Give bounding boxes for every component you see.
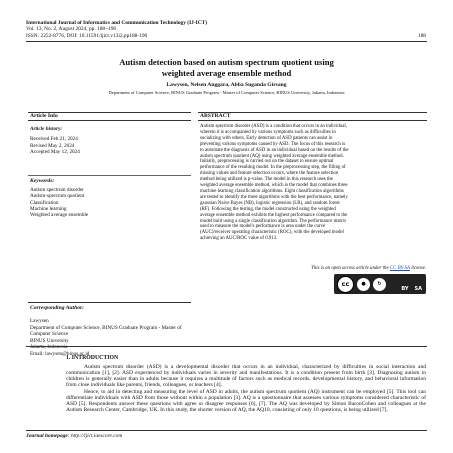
article-history bbox=[28, 121, 191, 155]
share-alike-icon: ↻ bbox=[373, 278, 386, 291]
footer-label: Journal homepage bbox=[26, 433, 68, 439]
abstract-text bbox=[198, 121, 427, 242]
author-university: BINUS University bbox=[30, 337, 69, 344]
author-location: Jakarta, Indonesia bbox=[30, 344, 68, 350]
footer-url[interactable]: : http://ijict.iaescore.com bbox=[67, 433, 123, 439]
keyword: Weighted average ensemble bbox=[30, 212, 89, 219]
affiliation: Department of Computer Science, BINUS Graduate Program - Master of Computer Science, BINUS University, Jakarta, Indonesia bbox=[108, 90, 345, 95]
abstract-line: preventing various symptoms caused by ASD. The focus of this research is bbox=[200, 141, 346, 147]
abstract-line: used to measure the model's performance is area under the curve bbox=[200, 224, 326, 230]
abstract-line: (RF). Following the testing, the model constructed using the weighted bbox=[200, 206, 336, 212]
header-rule bbox=[26, 41, 427, 42]
keyword: Autism spectrum disorder bbox=[30, 187, 84, 194]
open-access-notice bbox=[198, 266, 426, 271]
article-info-panel bbox=[28, 112, 191, 219]
introduction-body bbox=[66, 364, 426, 413]
journal-footer bbox=[26, 433, 427, 439]
cc-by-sa-badge[interactable] bbox=[334, 274, 426, 294]
author-list: Lawysen, Nelsen Anggara, Abba Suganda Girsang bbox=[166, 82, 287, 88]
abstract-line: autism spectrum quotient (AQ) using weighted average ensemble method. bbox=[200, 153, 344, 159]
abstract-line: Autism spectrum disorder (ASD) is a condition that occurs in an individual, bbox=[200, 124, 347, 129]
journal-name: International Journal of Informatics and Communication Technology (IJ-ICT) bbox=[26, 20, 208, 26]
license-link[interactable]: CC BY-SA bbox=[389, 266, 410, 271]
badge-labels bbox=[386, 274, 426, 294]
corresponding-rule bbox=[26, 346, 427, 347]
title-line: weighted average ensemble method bbox=[161, 67, 292, 78]
cc-logo-icon: cc bbox=[337, 276, 354, 293]
history-received: Received Feb 21, 2024 bbox=[30, 136, 78, 143]
author-email[interactable]: Email: lawysen@binus.ac.id bbox=[30, 350, 90, 357]
abstract-line: (AUC)/receiver operating characteristic (ROC), with the developed model bbox=[200, 230, 344, 236]
paper-title bbox=[40, 57, 413, 78]
abstract-line: weighted average ensemble method, which is the model that combines three bbox=[200, 183, 348, 189]
history-revised: Revised May 2, 2024 bbox=[30, 142, 75, 149]
introduction-heading: 1. INTRODUCTION bbox=[66, 355, 119, 361]
keywords-heading: Keywords: bbox=[30, 178, 55, 185]
corresponding-heading: Corresponding Author: bbox=[30, 305, 85, 311]
abstract-line: model built using a single classification algorithm. The performance matrix bbox=[200, 218, 347, 224]
abstract-line: wherein it is accompanied by various symptoms such as difficulties in bbox=[200, 129, 336, 135]
corresponding-details bbox=[28, 316, 191, 357]
history-accepted: Accepted May 12, 2024 bbox=[30, 148, 80, 155]
abstract-line: Initially, preprocessing is carried out on the dataset to ensure optimal bbox=[200, 159, 334, 165]
abstract-line: socializing with others. Early detection of ASD patients can assist in bbox=[200, 135, 333, 141]
abstract-line: machine learning classification algorithms. Eight classification algorithms bbox=[200, 188, 344, 194]
intro-paragraph: Hence, to aid in detecting and measuring the level of ASD in adults, the autism spectrum quotient (AQ) instrument can be employed [5]. This tool can differentiate individuals with ASD from those without within a population [3]. AQ is a questionnaire that assesses various symptoms considered characteristic of ASD [5]. Respondents answer these questions with agree or disagree responses [6], [7]. The AQ was developed by Simon BaronCohen and colleagues at the Autism Research Center, Cambridge, UK. In this study, the shorter version of AQ, the AQ10, consisting of only 10 questions, is being utilized [7]. bbox=[66, 388, 426, 414]
abstract-line: performance of the resulting model. In the preprocessing step, the filling of bbox=[200, 165, 346, 171]
abstract-line: missing values and feature selection occurs, where the feature selection bbox=[200, 171, 339, 177]
journal-header bbox=[26, 20, 426, 39]
intro-paragraph: Autism spectrum disorder (ASD) is a developmental disorder that occurs in an individual, characterized by difficulties in social interaction and communication [1], [2]. ASD experienced by individuals varies in severity and manifestations. It is a condition present from birth [3]. Diagnosing autism in children is generally easier than in adults because it requires a multitude of factors such as medical records, developmental history, and behavioral information from close individuals like parents, friends, colleagues, or teachers [4]. bbox=[66, 364, 426, 389]
abstract-heading: ABSTRACT bbox=[200, 113, 231, 119]
badge-sa-label: SA bbox=[414, 286, 422, 292]
open-access-prefix: This is an open access article under the bbox=[311, 266, 390, 271]
attribution-icon: ● bbox=[357, 278, 370, 291]
abstract-line: gaussian Naive Bayes (NB), logistic regression (LR), and random forest bbox=[200, 200, 340, 206]
title-line: Autism detection based on autism spectrum quotient using bbox=[119, 57, 334, 67]
abstract-line: to automate the diagnosis of ASD in an individual based on the results of the bbox=[200, 147, 349, 153]
author-department: Department of Computer Science, BINUS Graduate Program - Master of Computer Science bbox=[30, 324, 182, 337]
badge-by-label: BY bbox=[401, 286, 409, 292]
page-number: 188 bbox=[417, 32, 426, 39]
open-access-suffix: license. bbox=[409, 266, 426, 271]
journal-volume: Vol. 13, No. 2, August 2024, pp. 188~196 bbox=[26, 26, 117, 33]
keyword: Classification bbox=[30, 199, 59, 206]
abstract-panel bbox=[198, 112, 427, 242]
keyword-list bbox=[28, 185, 191, 218]
abstract-line: average ensemble method exhibits the highest performance compared to the bbox=[200, 212, 348, 218]
abstract-line: method being utilized is p-value. The model in this research uses the bbox=[200, 177, 333, 183]
author-name: Lawysen bbox=[30, 318, 49, 324]
journal-issn: ISSN: 2252-8776, DOI: 10.11591/ijict.v13i2.pp188-196 bbox=[26, 32, 148, 39]
article-info-heading: Article Info bbox=[30, 113, 58, 119]
keyword: Autism-spectrum quotient bbox=[30, 193, 85, 200]
abstract-line: achieving an AUC/ROC value of 0.912. bbox=[200, 236, 278, 242]
corresponding-author-panel bbox=[28, 302, 191, 357]
keyword: Machine learning bbox=[30, 206, 67, 213]
footer-rule bbox=[26, 430, 427, 431]
history-heading: Article history: bbox=[30, 126, 63, 132]
abstract-line: are tested to identify the three algorithms with the best performance, namely bbox=[200, 194, 348, 200]
